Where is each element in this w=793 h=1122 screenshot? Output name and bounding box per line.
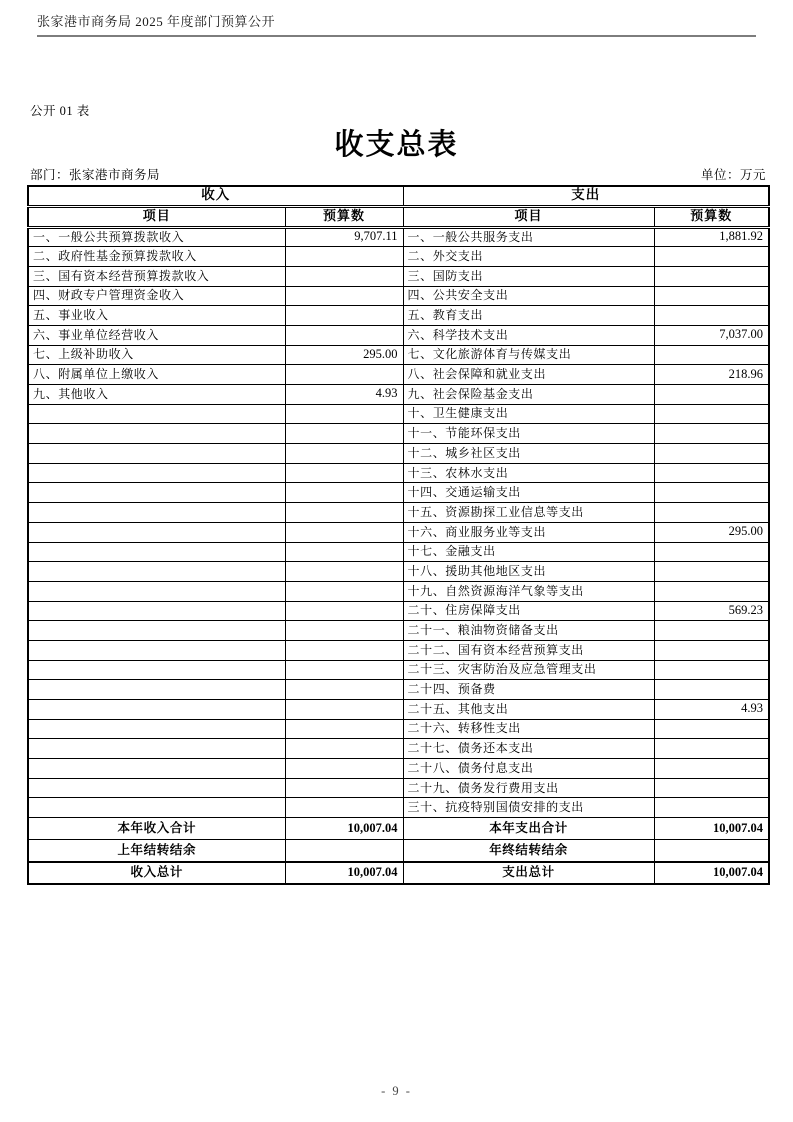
table-row <box>28 700 769 720</box>
income-value-cell <box>285 778 403 798</box>
expense-value-cell <box>654 345 769 365</box>
income-item-cell <box>28 719 285 739</box>
expense-value-cell <box>654 621 769 641</box>
income-value-cell <box>285 739 403 759</box>
expense-item-cell: 七、文化旅游体育与传媒支出 <box>403 345 654 365</box>
table-row <box>28 562 769 582</box>
table-row <box>28 542 769 562</box>
expense-item-cell: 二十三、灾害防治及应急管理支出 <box>403 660 654 680</box>
income-item-cell: 二、政府性基金预算拨款收入 <box>28 247 285 267</box>
income-value-cell <box>285 247 403 267</box>
expense-value-cell: 1,881.92 <box>654 227 769 247</box>
income-item-cell <box>28 463 285 483</box>
summary-row <box>28 862 769 884</box>
income-value-cell: 4.93 <box>285 385 403 405</box>
income-value-cell <box>285 581 403 601</box>
income-item-cell <box>28 680 285 700</box>
income-value-cell <box>285 325 403 345</box>
table-row <box>28 306 769 326</box>
income-value-cell <box>285 640 403 660</box>
expense-item-cell: 支出总计 <box>403 862 654 884</box>
table-row <box>28 385 769 405</box>
expense-value-cell: 295.00 <box>654 522 769 542</box>
income-value-cell <box>285 306 403 326</box>
table-row <box>28 483 769 503</box>
income-item-cell <box>28 798 285 818</box>
income-value-cell <box>285 660 403 680</box>
expense-item-cell: 十五、资源勘探工业信息等支出 <box>403 503 654 523</box>
income-item-cell <box>28 483 285 503</box>
income-value-cell <box>285 840 403 862</box>
expense-item-cell: 十八、援助其他地区支出 <box>403 562 654 582</box>
table-row <box>28 621 769 641</box>
income-item-cell: 三、国有资本经营预算拨款收入 <box>28 266 285 286</box>
table-row <box>28 266 769 286</box>
table-summary <box>28 818 769 884</box>
income-value-cell <box>285 483 403 503</box>
income-value-cell: 295.00 <box>285 345 403 365</box>
income-value-cell <box>285 680 403 700</box>
expense-item-cell: 十三、农林水支出 <box>403 463 654 483</box>
income-item-cell <box>28 621 285 641</box>
expense-item-cell: 十六、商业服务业等支出 <box>403 522 654 542</box>
expense-item-cell: 四、公共安全支出 <box>403 286 654 306</box>
expense-value-cell <box>654 719 769 739</box>
income-value-cell <box>285 365 403 385</box>
expense-budget-column-header: 预算数 <box>654 206 769 227</box>
income-value-cell <box>285 404 403 424</box>
income-item-cell <box>28 640 285 660</box>
expense-value-cell <box>654 680 769 700</box>
expense-item-cell: 十、卫生健康支出 <box>403 404 654 424</box>
expense-item-cell: 八、社会保障和就业支出 <box>403 365 654 385</box>
table-row <box>28 719 769 739</box>
expense-value-cell <box>654 739 769 759</box>
expense-value-cell <box>654 444 769 464</box>
expense-value-cell <box>654 660 769 680</box>
income-item-cell: 四、财政专户管理资金收入 <box>28 286 285 306</box>
income-section-header: 收入 <box>28 186 403 206</box>
income-item-cell <box>28 562 285 582</box>
income-item-cell: 上年结转结余 <box>28 840 285 862</box>
income-item-cell <box>28 581 285 601</box>
expense-item-cell: 二十一、粮油物资储备支出 <box>403 621 654 641</box>
expense-value-cell <box>654 840 769 862</box>
expense-item-cell: 六、科学技术支出 <box>403 325 654 345</box>
table-body <box>28 227 769 818</box>
expense-value-cell <box>654 247 769 267</box>
expense-item-cell: 二十九、债务发行费用支出 <box>403 778 654 798</box>
expense-value-cell <box>654 562 769 582</box>
table-row <box>28 759 769 779</box>
expense-item-cell: 二十五、其他支出 <box>403 700 654 720</box>
expense-item-cell: 九、社会保险基金支出 <box>403 385 654 405</box>
table-row <box>28 365 769 385</box>
table-row <box>28 503 769 523</box>
expense-item-cell: 十二、城乡社区支出 <box>403 444 654 464</box>
table-row <box>28 444 769 464</box>
income-value-cell <box>285 621 403 641</box>
income-value-cell <box>285 424 403 444</box>
expense-item-cell: 十七、金融支出 <box>403 542 654 562</box>
income-value-cell <box>285 286 403 306</box>
income-value-cell <box>285 542 403 562</box>
expense-value-cell <box>654 286 769 306</box>
table-meta-line <box>30 165 766 183</box>
expense-item-cell: 三、国防支出 <box>403 266 654 286</box>
income-item-cell <box>28 660 285 680</box>
income-item-cell <box>28 503 285 523</box>
table-row <box>28 778 769 798</box>
income-value-cell <box>285 266 403 286</box>
income-item-cell <box>28 424 285 444</box>
expense-item-cell: 年终结转结余 <box>403 840 654 862</box>
expense-section-header: 支出 <box>403 186 769 206</box>
income-value-cell <box>285 444 403 464</box>
expense-item-cell: 十一、节能环保支出 <box>403 424 654 444</box>
expense-value-cell <box>654 483 769 503</box>
income-value-cell <box>285 759 403 779</box>
table-row <box>28 640 769 660</box>
income-item-cell <box>28 759 285 779</box>
income-value-cell <box>285 503 403 523</box>
expense-item-cell: 二十、住房保障支出 <box>403 601 654 621</box>
expense-item-cell: 三十、抗疫特别国债安排的支出 <box>403 798 654 818</box>
expense-item-cell: 五、教育支出 <box>403 306 654 326</box>
table-row <box>28 581 769 601</box>
table-row <box>28 247 769 267</box>
expense-value-cell <box>654 404 769 424</box>
income-item-cell: 本年收入合计 <box>28 818 285 840</box>
unit-label: 单位：万元 <box>700 168 766 182</box>
income-value-cell <box>285 601 403 621</box>
expense-item-cell: 十四、交通运输支出 <box>403 483 654 503</box>
expense-value-cell <box>654 798 769 818</box>
income-item-cell <box>28 739 285 759</box>
expense-item-cell: 二、外交支出 <box>403 247 654 267</box>
expense-value-cell <box>654 581 769 601</box>
income-item-cell <box>28 522 285 542</box>
expense-value-cell: 218.96 <box>654 365 769 385</box>
expense-item-cell: 十九、自然资源海洋气象等支出 <box>403 581 654 601</box>
expense-item-cell: 二十四、预备费 <box>403 680 654 700</box>
summary-row <box>28 818 769 840</box>
expense-value-cell <box>654 266 769 286</box>
expense-value-cell: 569.23 <box>654 601 769 621</box>
table-row <box>28 680 769 700</box>
income-item-cell <box>28 404 285 424</box>
form-number-label: 公开 01 表 <box>30 104 90 118</box>
expense-value-cell <box>654 424 769 444</box>
table-row <box>28 424 769 444</box>
expense-value-cell <box>654 640 769 660</box>
table-row <box>28 345 769 365</box>
income-item-cell: 六、事业单位经营收入 <box>28 325 285 345</box>
table-row <box>28 798 769 818</box>
income-value-cell <box>285 522 403 542</box>
income-budget-column-header: 预算数 <box>285 206 403 227</box>
income-value-cell <box>285 562 403 582</box>
expense-value-cell <box>654 463 769 483</box>
expense-value-cell <box>654 542 769 562</box>
income-value-cell: 10,007.04 <box>285 862 403 884</box>
expense-value-cell <box>654 306 769 326</box>
department-label: 部门：张家港市商务局 <box>30 168 161 182</box>
column-header-row <box>28 206 769 227</box>
table-row <box>28 739 769 759</box>
expense-item-column-header: 项目 <box>403 206 654 227</box>
income-item-cell: 七、上级补助收入 <box>28 345 285 365</box>
document-header <box>37 11 756 37</box>
income-value-cell: 10,007.04 <box>285 818 403 840</box>
income-value-cell <box>285 463 403 483</box>
expense-value-cell: 4.93 <box>654 700 769 720</box>
expense-item-cell: 二十七、债务还本支出 <box>403 739 654 759</box>
income-item-cell: 八、附属单位上缴收入 <box>28 365 285 385</box>
income-item-cell <box>28 542 285 562</box>
income-item-cell <box>28 444 285 464</box>
expense-value-cell: 10,007.04 <box>654 818 769 840</box>
income-item-cell: 九、其他收入 <box>28 385 285 405</box>
expense-value-cell <box>654 759 769 779</box>
income-value-cell <box>285 700 403 720</box>
expense-value-cell <box>654 503 769 523</box>
income-value-cell <box>285 719 403 739</box>
table-row <box>28 660 769 680</box>
page-title: 收支总表 <box>334 129 459 161</box>
income-item-cell <box>28 601 285 621</box>
table-row <box>28 325 769 345</box>
table-row <box>28 522 769 542</box>
section-header-row <box>28 186 769 206</box>
income-item-cell: 一、一般公共预算拨款收入 <box>28 227 285 247</box>
summary-row <box>28 840 769 862</box>
income-item-cell <box>28 700 285 720</box>
expense-value-cell <box>654 385 769 405</box>
table-header <box>28 186 769 227</box>
document-header-text: 张家港市商务局 2025 年度部门预算公开 <box>37 14 276 29</box>
income-item-cell <box>28 778 285 798</box>
income-item-column-header: 项目 <box>28 206 285 227</box>
expense-value-cell: 10,007.04 <box>654 862 769 884</box>
income-item-cell: 五、事业收入 <box>28 306 285 326</box>
expense-item-cell: 本年支出合计 <box>403 818 654 840</box>
page-number: - 9 - <box>381 1084 412 1098</box>
expense-item-cell: 二十六、转移性支出 <box>403 719 654 739</box>
income-value-cell <box>285 798 403 818</box>
income-value-cell: 9,707.11 <box>285 227 403 247</box>
table-row <box>28 463 769 483</box>
table-row <box>28 404 769 424</box>
expense-item-cell: 二十八、债务付息支出 <box>403 759 654 779</box>
expense-value-cell <box>654 778 769 798</box>
table-row <box>28 286 769 306</box>
expense-value-cell: 7,037.00 <box>654 325 769 345</box>
expense-item-cell: 一、一般公共服务支出 <box>403 227 654 247</box>
income-item-cell: 收入总计 <box>28 862 285 884</box>
table-row <box>28 601 769 621</box>
budget-summary-table <box>27 185 770 885</box>
table-row <box>28 227 769 247</box>
expense-item-cell: 二十二、国有资本经营预算支出 <box>403 640 654 660</box>
